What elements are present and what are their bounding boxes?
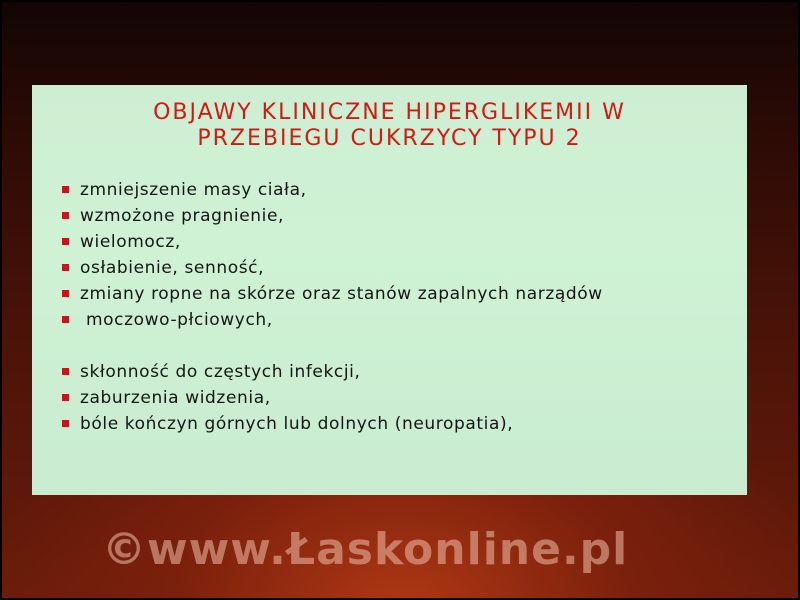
photo-frame [2, 2, 798, 598]
list-item [58, 281, 747, 307]
bullet-icon [62, 186, 69, 193]
list-item [58, 411, 747, 437]
symptom-list [58, 177, 747, 437]
list-item-text: zaburzenia widzenia, [80, 388, 271, 408]
slide-title-line-1: OBJAWY KLINICZNE HIPERGLIKEMII W [153, 100, 626, 125]
list-item [58, 307, 747, 333]
list-item-text: osłabienie, senność, [80, 258, 265, 278]
bullet-icon [62, 290, 69, 297]
bullet-icon [62, 238, 69, 245]
list-item [58, 177, 747, 203]
bullet-icon [62, 316, 69, 323]
list-item-text: bóle kończyn górnych lub dolnych (neuropatia), [80, 414, 514, 434]
list-item-text: moczowo-płciowych, [86, 310, 273, 330]
watermark: ©www.Łaskonline.pl [102, 524, 629, 575]
list-item [58, 255, 747, 281]
bullet-icon [62, 420, 69, 427]
bullet-icon [62, 212, 69, 219]
bullet-icon [62, 368, 69, 375]
list-item-text: zmiany ropne na skórze oraz stanów zapalnych narządów [80, 284, 603, 304]
list-item [58, 203, 747, 229]
list-item-text: wzmożone pragnienie, [80, 206, 285, 226]
slide-title-line-2: PRZEBIEGU CUKRZYCY TYPU 2 [197, 126, 582, 151]
projected-slide [32, 85, 747, 495]
list-item [58, 229, 747, 255]
list-item-text: skłonność do częstych infekcji, [80, 362, 361, 382]
list-item [58, 385, 747, 411]
list-item [58, 359, 747, 385]
bullet-icon [62, 394, 69, 401]
list-item-text: zmniejszenie masy ciała, [80, 180, 307, 200]
bullet-icon [62, 264, 69, 271]
slide-title [32, 100, 747, 152]
list-item-text: wielomocz, [80, 232, 181, 252]
